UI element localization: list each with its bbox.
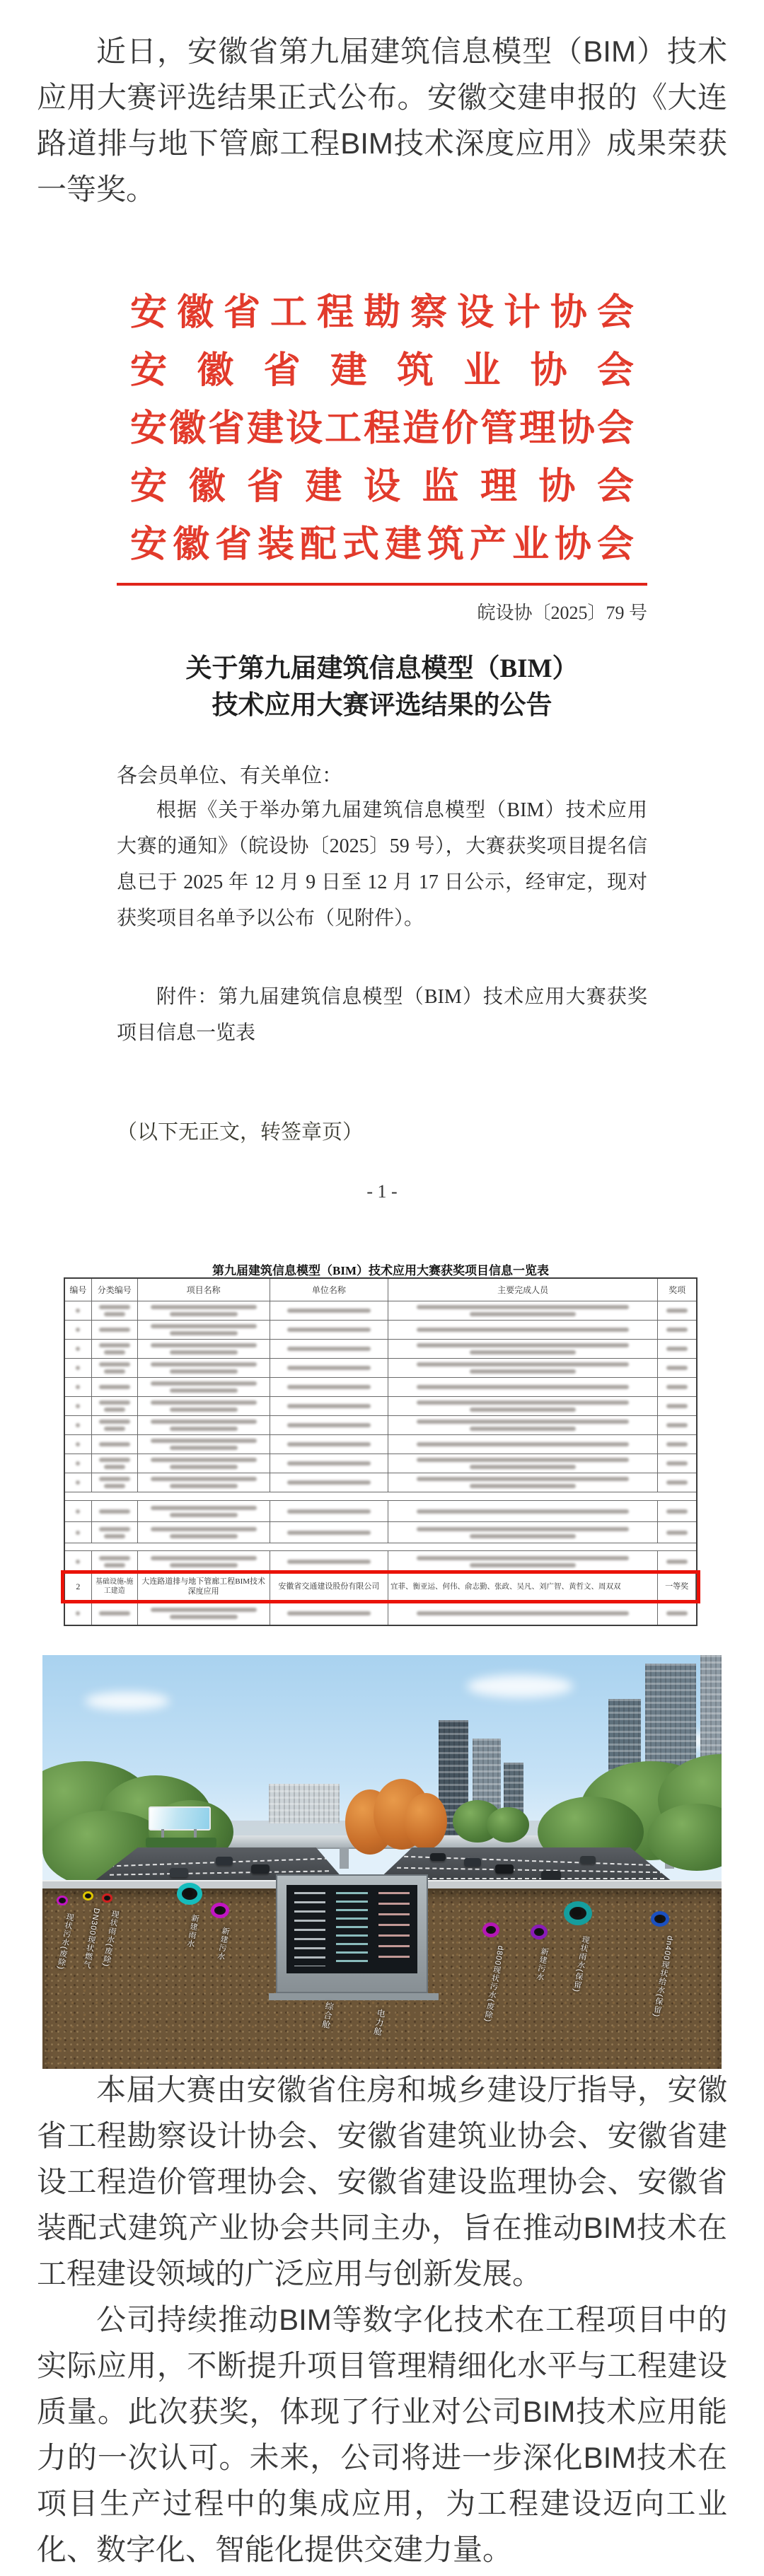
letterhead-line-4: 安徽省建设监理协会 bbox=[130, 467, 634, 507]
table-cell-redacted bbox=[92, 1501, 138, 1521]
table-cell-redacted bbox=[270, 1601, 388, 1625]
table-cell-redacted bbox=[658, 1416, 696, 1434]
table-cell-redacted bbox=[138, 1340, 270, 1358]
table-row-redacted bbox=[65, 1416, 696, 1435]
cable-rack bbox=[378, 1892, 410, 1966]
cloud bbox=[85, 1692, 170, 1710]
car bbox=[464, 1858, 481, 1867]
table-cell-redacted bbox=[138, 1397, 270, 1415]
table-cell-redacted bbox=[65, 1340, 92, 1358]
notice-body-paragraph: 根据《关于举办第九届建筑信息模型（BIM）技术应用大赛的通知》（皖设协〔2025〕59 号），大赛获奖项目提名信息已于 2025 年 12 月 9 日至 12 月 17 日公示，经审定，现对获奖项目名单予以公布（见附件）。 bbox=[117, 799, 647, 929]
pipe-label: 新建污水 bbox=[534, 1946, 550, 1982]
notice-page-number: - 1 - bbox=[366, 1181, 398, 1202]
table-header-cell: 主要完成人员 bbox=[388, 1279, 658, 1301]
table-row-redacted bbox=[65, 1473, 696, 1492]
closing-paragraph-2: 公司持续推动BIM等数字化技术在工程项目中的实际应用，不断提升项目管理精细化水平与工程建设质量。此次获奖，体现了行业对公司BIM技术应用能力的一次认可。未来，公司将进一步深化BIM技术在项目生产过程中的集成应用，为工程建设迈向工业化、数字化、智能化提供交建力量。 bbox=[37, 2303, 727, 2566]
table-header-cell: 奖项 bbox=[668, 1285, 686, 1295]
tunnel-ledge bbox=[269, 1993, 439, 2000]
table-cell-redacted bbox=[270, 1378, 388, 1396]
table-row-redacted bbox=[65, 1435, 696, 1454]
table-cell-redacted bbox=[658, 1473, 696, 1492]
table-header-cell: 单位名称 bbox=[270, 1279, 388, 1301]
table-cell-redacted bbox=[388, 1321, 658, 1339]
orange-tree bbox=[405, 1793, 447, 1850]
table-cell-redacted bbox=[388, 1340, 658, 1358]
pipe-label: 新建污水 bbox=[215, 1926, 231, 1961]
table-row-redacted bbox=[65, 1501, 696, 1522]
table-cell-redacted bbox=[138, 1321, 270, 1339]
table-cell-redacted bbox=[92, 1378, 138, 1396]
table-cell-redacted bbox=[658, 1501, 696, 1521]
table-cell-redacted bbox=[388, 1473, 658, 1492]
table-cell-redacted bbox=[658, 1454, 696, 1473]
render-image[interactable] bbox=[42, 1655, 722, 2069]
table-cell-redacted bbox=[270, 1416, 388, 1434]
table-cell-redacted bbox=[138, 1501, 270, 1521]
pipe-opening bbox=[531, 1925, 548, 1939]
table-cell-redacted bbox=[270, 1522, 388, 1543]
pipe-opening bbox=[564, 1901, 592, 1925]
table-cell-redacted bbox=[138, 1454, 270, 1473]
winner-cell: 安徽省交通建设股份有限公司 bbox=[270, 1573, 388, 1601]
notice-no-body-note: （以下无正文，转签章页） bbox=[117, 1121, 364, 1144]
table-section-separator bbox=[65, 1492, 696, 1501]
pipe-opening bbox=[651, 1911, 669, 1927]
car bbox=[251, 1864, 270, 1874]
table-header-cell: 编号 bbox=[65, 1279, 92, 1301]
table-cell-redacted bbox=[65, 1435, 92, 1454]
table-cell-redacted bbox=[65, 1359, 92, 1377]
table-cell-redacted bbox=[388, 1416, 658, 1434]
car bbox=[170, 1868, 188, 1877]
pipe-opening bbox=[57, 1896, 68, 1905]
table-cell-redacted bbox=[388, 1454, 658, 1473]
table-cell-redacted bbox=[388, 1359, 658, 1377]
table-cell-redacted bbox=[65, 1601, 92, 1625]
table-row-redacted bbox=[65, 1359, 696, 1378]
table-cell-redacted bbox=[92, 1416, 138, 1434]
pipe-opening bbox=[211, 1903, 229, 1918]
table-header-cell: 项目名称 bbox=[138, 1279, 270, 1301]
table-cell-redacted bbox=[92, 1301, 138, 1320]
table-cell-redacted bbox=[270, 1397, 388, 1415]
table-cell-redacted bbox=[658, 1321, 696, 1339]
table-cell-redacted bbox=[658, 1397, 696, 1415]
winner-cell: 一等奖 bbox=[658, 1573, 696, 1601]
winner-cell: 大连路道排与地下管廊工程BIM技术深度应用 bbox=[138, 1573, 270, 1601]
lane-marking bbox=[397, 1867, 664, 1874]
table-cell-redacted bbox=[138, 1601, 270, 1625]
table-cell-redacted bbox=[138, 1378, 270, 1396]
notice-body bbox=[117, 792, 647, 1051]
table-cell-redacted bbox=[138, 1435, 270, 1454]
bridge-pier bbox=[340, 1847, 349, 1869]
table-cell-redacted bbox=[65, 1551, 92, 1572]
table-header-cell: 分类编号 bbox=[92, 1279, 138, 1301]
table-cell-redacted bbox=[92, 1473, 138, 1492]
closing-paragraph-1: 本届大赛由安徽省住房和城乡建设厅指导，安徽省工程勘察设计协会、安徽省建筑业协会、安徽省建设工程造价管理协会、安徽省建设监理协会、安徽省装配式建筑产业协会共同主办，旨在推动BIM技术在工程建设领域的广泛应用与创新发展。 bbox=[37, 2073, 727, 2290]
table-cell-redacted bbox=[388, 1601, 658, 1625]
car bbox=[495, 1864, 514, 1874]
table-cell-redacted bbox=[388, 1397, 658, 1415]
lane-marking bbox=[397, 1878, 664, 1879]
table-cell-redacted bbox=[658, 1340, 696, 1358]
table-cell-redacted bbox=[138, 1522, 270, 1543]
document-number: 皖设协〔2025〕79 号 bbox=[477, 603, 647, 623]
letterhead-line-1: 安徽省工程勘察设计协会 bbox=[130, 293, 634, 333]
pipe-opening bbox=[482, 1922, 499, 1937]
letterhead-line-5: 安徽省装配式建筑产业协会 bbox=[130, 525, 634, 565]
table-cell-redacted bbox=[92, 1551, 138, 1572]
pipe-label: 现状雨水(保留) bbox=[572, 1934, 590, 1993]
table-cell-redacted bbox=[658, 1378, 696, 1396]
table-row-redacted bbox=[65, 1378, 696, 1397]
table-cell-redacted bbox=[65, 1397, 92, 1415]
utility-tunnel-box bbox=[276, 1874, 428, 1993]
table-cell-redacted bbox=[92, 1601, 138, 1625]
table-section-separator bbox=[65, 1543, 696, 1551]
table-cell-redacted bbox=[138, 1473, 270, 1492]
table-cell-redacted bbox=[270, 1435, 388, 1454]
awards-table[interactable] bbox=[64, 1277, 698, 1626]
tunnel-interior bbox=[286, 1885, 417, 1973]
car bbox=[430, 1853, 446, 1861]
pipe-opening bbox=[102, 1893, 112, 1903]
notice-letterhead bbox=[130, 284, 634, 574]
table-cell-redacted bbox=[92, 1522, 138, 1543]
table-cell-redacted bbox=[270, 1501, 388, 1521]
table-row-redacted bbox=[65, 1454, 696, 1473]
table-cell-redacted bbox=[138, 1359, 270, 1377]
pipe-opening bbox=[83, 1891, 93, 1901]
letterhead-line-3: 安徽省建设工程造价管理协会 bbox=[130, 409, 634, 449]
table-cell-redacted bbox=[270, 1359, 388, 1377]
table-cell-redacted bbox=[92, 1454, 138, 1473]
billboard-screen bbox=[149, 1806, 211, 1831]
tunnel-chamber-label: 综合舱 bbox=[320, 2000, 335, 2030]
table-row-redacted bbox=[65, 1397, 696, 1416]
table-cell-redacted bbox=[270, 1551, 388, 1572]
notice-title bbox=[64, 651, 700, 724]
tunnel-chamber-label: 电力舱 bbox=[371, 2007, 387, 2037]
building bbox=[269, 1784, 340, 1823]
table-cell-redacted bbox=[388, 1551, 658, 1572]
table-cell-redacted bbox=[92, 1359, 138, 1377]
table-cell-redacted bbox=[270, 1301, 388, 1320]
table-cell-redacted bbox=[270, 1473, 388, 1492]
table-row-winner bbox=[65, 1573, 696, 1601]
table-cell-redacted bbox=[65, 1378, 92, 1396]
car bbox=[541, 1871, 561, 1881]
table-row-redacted bbox=[65, 1321, 696, 1340]
table-row-redacted bbox=[65, 1551, 696, 1573]
table-cell-redacted bbox=[65, 1454, 92, 1473]
table-cell-redacted bbox=[388, 1522, 658, 1543]
table-cell-redacted bbox=[270, 1321, 388, 1339]
tree bbox=[487, 1807, 529, 1843]
table-row-redacted bbox=[65, 1522, 696, 1543]
cable-rack bbox=[294, 1892, 325, 1966]
pipe-label: 现状雨水(废除) bbox=[101, 1909, 120, 1968]
notice-salutation: 各会员单位、有关单位： bbox=[117, 765, 343, 787]
table-cell-redacted bbox=[658, 1301, 696, 1320]
pipe-opening bbox=[177, 1883, 202, 1905]
winner-cell: 基础设施-施工建造 bbox=[92, 1573, 138, 1601]
table-cell-redacted bbox=[65, 1522, 92, 1543]
table-cell-redacted bbox=[388, 1301, 658, 1320]
table-cell-redacted bbox=[388, 1378, 658, 1396]
table-cell-redacted bbox=[658, 1435, 696, 1454]
table-cell-redacted bbox=[65, 1416, 92, 1434]
intro-paragraph: 近日，安徽省第九届建筑信息模型（BIM）技术应用大赛评选结果正式公布。安徽交建申报的《大连路道排与地下管廊工程BIM技术深度应用》成果荣获一等奖。 bbox=[37, 35, 727, 206]
table-cell-redacted bbox=[388, 1501, 658, 1521]
table-row-redacted bbox=[65, 1301, 696, 1321]
pipe-label: dn400现状给水(保留) bbox=[651, 1934, 675, 2019]
table-cell-redacted bbox=[658, 1359, 696, 1377]
table-cell-redacted bbox=[388, 1435, 658, 1454]
table-cell-redacted bbox=[92, 1435, 138, 1454]
table-header-row bbox=[65, 1279, 696, 1301]
table-cell-redacted bbox=[658, 1522, 696, 1543]
closing-paragraph-block bbox=[37, 2067, 727, 2572]
table-cell-redacted bbox=[92, 1340, 138, 1358]
table-row-redacted bbox=[65, 1340, 696, 1359]
pipe-label: DN300现状燃气 bbox=[81, 1907, 101, 1970]
letterhead-line-2: 安徽省建筑业协会 bbox=[130, 351, 634, 391]
table-cell-redacted bbox=[92, 1397, 138, 1415]
letterhead-divider-rule bbox=[117, 583, 647, 586]
table-row-redacted bbox=[65, 1601, 696, 1625]
table-cell-redacted bbox=[138, 1551, 270, 1572]
winner-cell: 宜菲、衡亚运、何伟、俞志勤、张政、吴凡、刘广智、黄哲文、周双双 bbox=[388, 1573, 658, 1601]
notice-title-line-1: 关于第九届建筑信息模型（BIM） bbox=[185, 654, 579, 683]
cloud bbox=[467, 1675, 573, 1698]
table-cell-redacted bbox=[658, 1551, 696, 1572]
car bbox=[580, 1856, 596, 1864]
hedge bbox=[146, 1838, 216, 1847]
table-cell-redacted bbox=[92, 1321, 138, 1339]
cable-rack bbox=[336, 1892, 367, 1966]
table-cell-redacted bbox=[658, 1601, 696, 1625]
winner-cell: 2 bbox=[65, 1573, 92, 1601]
awards-table-title: 第九届建筑信息模型（BIM）技术应用大赛获奖项目信息一览表 bbox=[212, 1264, 549, 1277]
table-cell-redacted bbox=[65, 1473, 92, 1492]
intro-paragraph-block bbox=[37, 28, 727, 212]
table-cell-redacted bbox=[65, 1301, 92, 1320]
pipe-label: d800现状污水(废除) bbox=[482, 1944, 505, 2024]
car bbox=[216, 1857, 233, 1865]
pipe-label: 现状污水(废除) bbox=[56, 1912, 74, 1971]
table-cell-redacted bbox=[270, 1454, 388, 1473]
table-cell-redacted bbox=[138, 1416, 270, 1434]
pipe-label: 新建雨水 bbox=[185, 1913, 200, 1949]
notice-attachment-line: 附件：第九届建筑信息模型（BIM）技术应用大赛获奖项目信息一览表 bbox=[117, 986, 647, 1044]
table-cell-redacted bbox=[65, 1321, 92, 1339]
table-cell-redacted bbox=[138, 1301, 270, 1320]
notice-title-line-2: 技术应用大赛评选结果的公告 bbox=[212, 691, 552, 720]
table-cell-redacted bbox=[270, 1340, 388, 1358]
table-cell-redacted bbox=[65, 1501, 92, 1521]
